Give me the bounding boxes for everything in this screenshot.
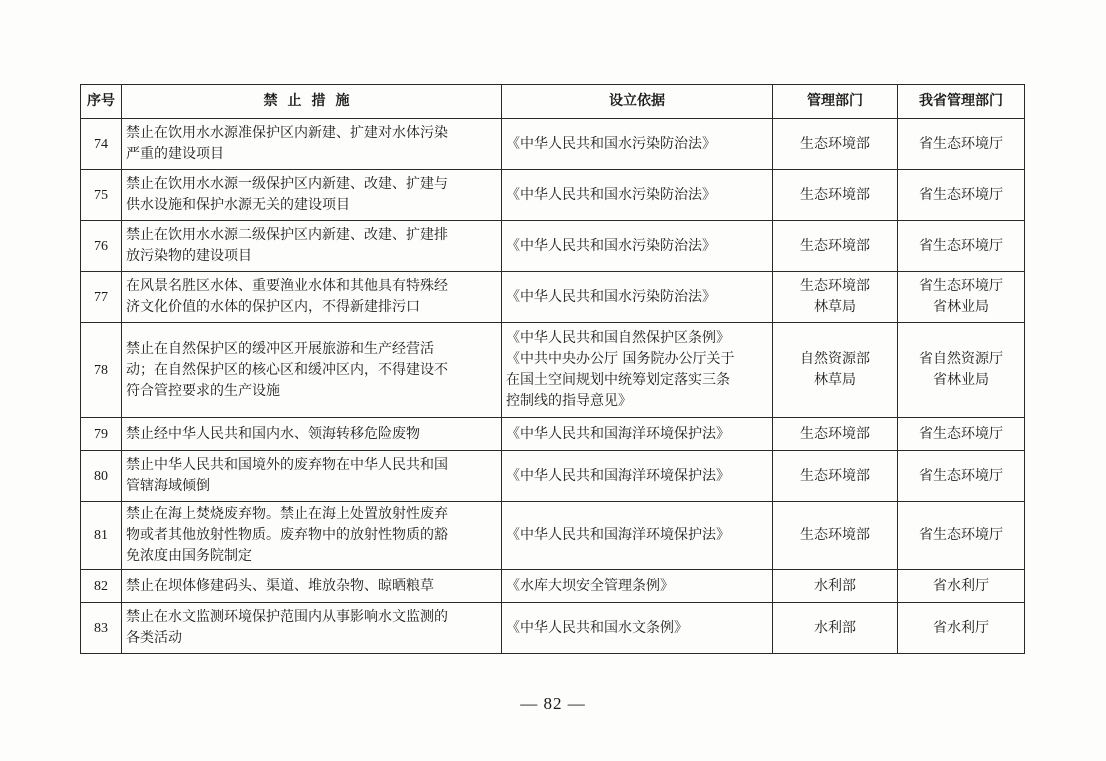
dept-cell xyxy=(773,570,898,603)
basis-line: 《中共中央办公厅 国务院办公厅关于 xyxy=(506,351,735,367)
dept-line: 生态环境部 xyxy=(800,186,870,203)
basis-cell xyxy=(502,119,773,170)
measure-cell xyxy=(122,570,502,603)
basis-line: 《中华人民共和国水污染防治法》 xyxy=(506,237,716,254)
basis-cell xyxy=(502,570,773,603)
table-row xyxy=(81,119,1025,170)
basis-line: 《水库大坝安全管理条例》 xyxy=(506,577,674,594)
measure-line: 禁止经中华人民共和国内水、领海转移危险废物 xyxy=(126,425,420,442)
measure-line: 各类活动 xyxy=(126,630,182,646)
basis-cell xyxy=(502,603,773,654)
table-row xyxy=(81,272,1025,323)
header-measure: 禁止措施 xyxy=(122,85,502,119)
prov-dept-cell xyxy=(898,323,1025,418)
prov-dept-line: 省林业局 xyxy=(933,299,989,315)
header-dept: 管理部门 xyxy=(773,85,898,119)
dept-line: 水利部 xyxy=(814,619,856,636)
table-header-row xyxy=(81,85,1025,119)
row-number: 77 xyxy=(81,272,122,323)
table-row xyxy=(81,603,1025,654)
dept-cell xyxy=(773,221,898,272)
basis-cell xyxy=(502,451,773,502)
measure-line: 禁止在坝体修建码头、渠道、堆放杂物、晾晒粮草 xyxy=(126,577,434,594)
prov-dept-cell xyxy=(898,221,1025,272)
basis-line: 在国土空间规划中统筹划定落实三条 xyxy=(506,372,730,388)
table-row xyxy=(81,502,1025,570)
dept-line: 林草局 xyxy=(814,372,856,388)
prov-dept-line: 省生态环境厅 xyxy=(919,467,1003,484)
basis-line: 《中华人民共和国海洋环境保护法》 xyxy=(506,425,730,442)
row-number: 76 xyxy=(81,221,122,272)
row-number: 82 xyxy=(81,570,122,603)
table-row xyxy=(81,451,1025,502)
measure-cell xyxy=(122,323,502,418)
dept-line: 生态环境部 xyxy=(800,527,870,543)
dept-line: 生态环境部 xyxy=(800,135,870,152)
measure-line: 严重的建设项目 xyxy=(126,146,224,162)
measure-cell xyxy=(122,603,502,654)
prov-dept-line: 省林业局 xyxy=(933,372,989,388)
table-row xyxy=(81,570,1025,603)
dept-cell xyxy=(773,603,898,654)
table-row xyxy=(81,170,1025,221)
prov-dept-cell xyxy=(898,570,1025,603)
dept-cell xyxy=(773,272,898,323)
measure-line: 禁止在海上焚烧废弃物。禁止在海上处置放射性废弃 xyxy=(126,506,448,522)
measure-line: 禁止中华人民共和国境外的废弃物在中华人民共和国 xyxy=(126,457,448,473)
measure-line: 管辖海域倾倒 xyxy=(126,478,210,494)
prov-dept-cell xyxy=(898,418,1025,451)
measure-cell xyxy=(122,170,502,221)
table-row xyxy=(81,323,1025,418)
measure-line: 在风景名胜区水体、重要渔业水体和其他具有特殊经 xyxy=(126,278,448,294)
measure-line: 济文化价值的水体的保护区内，不得新建排污口 xyxy=(126,299,420,315)
measure-cell xyxy=(122,272,502,323)
measure-cell xyxy=(122,221,502,272)
measure-cell xyxy=(122,502,502,570)
basis-line: 控制线的指导意见》 xyxy=(506,393,632,409)
measure-line: 禁止在饮用水水源准保护区内新建、扩建对水体污染 xyxy=(126,125,448,141)
measure-line: 禁止在自然保护区的缓冲区开展旅游和生产经营活 xyxy=(126,340,434,357)
dept-cell xyxy=(773,502,898,570)
basis-line: 《中华人民共和国水文条例》 xyxy=(506,619,688,636)
measure-line: 符合管控要求的生产设施 xyxy=(126,382,280,399)
header-prov-dept: 我省管理部门 xyxy=(898,85,1025,119)
basis-cell xyxy=(502,323,773,418)
prov-dept-line: 省生态环境厅 xyxy=(919,135,1003,152)
prov-dept-cell xyxy=(898,451,1025,502)
basis-line: 《中华人民共和国水污染防治法》 xyxy=(506,135,716,152)
basis-cell xyxy=(502,221,773,272)
prov-dept-cell xyxy=(898,272,1025,323)
measure-line: 免浓度由国务院制定 xyxy=(126,548,252,564)
prov-dept-line: 省水利厅 xyxy=(933,577,989,594)
header-basis: 设立依据 xyxy=(502,85,773,119)
basis-line: 《中华人民共和国自然保护区条例》 xyxy=(506,330,730,346)
measure-line: 禁止在饮用水水源二级保护区内新建、改建、扩建排 xyxy=(126,227,448,243)
basis-cell xyxy=(502,272,773,323)
measure-line: 物或者其他放射性物质。废弃物中的放射性物质的豁 xyxy=(126,527,448,543)
row-number: 81 xyxy=(81,502,122,570)
measure-line: 供水设施和保护水源无关的建设项目 xyxy=(126,197,350,213)
prov-dept-line: 省生态环境厅 xyxy=(919,186,1003,203)
measure-cell xyxy=(122,418,502,451)
prov-dept-line: 省自然资源厅 xyxy=(919,351,1003,367)
dept-line: 生态环境部 xyxy=(800,467,870,484)
basis-cell xyxy=(502,170,773,221)
table-body xyxy=(81,119,1025,654)
basis-cell xyxy=(502,502,773,570)
basis-line: 《中华人民共和国水污染防治法》 xyxy=(506,186,716,203)
prov-dept-line: 省生态环境厅 xyxy=(919,237,1003,254)
row-number: 75 xyxy=(81,170,122,221)
row-number: 80 xyxy=(81,451,122,502)
dept-cell xyxy=(773,418,898,451)
row-number: 74 xyxy=(81,119,122,170)
dept-cell xyxy=(773,451,898,502)
dept-cell xyxy=(773,170,898,221)
dept-line: 生态环境部 xyxy=(800,237,870,254)
measure-cell xyxy=(122,119,502,170)
table-row xyxy=(81,221,1025,272)
prov-dept-line: 省生态环境厅 xyxy=(919,278,1003,294)
measure-line: 禁止在水文监测环境保护范围内从事影响水文监测的 xyxy=(126,609,448,625)
measure-line: 动；在自然保护区的核心区和缓冲区内，不得建设不 xyxy=(126,361,448,378)
dept-line: 生态环境部 xyxy=(800,278,870,294)
row-number: 83 xyxy=(81,603,122,654)
dept-cell xyxy=(773,119,898,170)
dept-line: 自然资源部 xyxy=(800,351,870,367)
prov-dept-cell xyxy=(898,119,1025,170)
prohibition-measures-table xyxy=(80,84,1025,654)
measure-line: 放污染物的建设项目 xyxy=(126,248,252,264)
prov-dept-cell xyxy=(898,170,1025,221)
measure-line: 禁止在饮用水水源一级保护区内新建、改建、扩建与 xyxy=(126,176,448,192)
basis-line: 《中华人民共和国海洋环境保护法》 xyxy=(506,467,730,484)
header-no: 序号 xyxy=(81,85,122,119)
page-number: — 82 — xyxy=(520,694,586,713)
prov-dept-cell xyxy=(898,603,1025,654)
prov-dept-line: 省生态环境厅 xyxy=(919,425,1003,442)
basis-line: 《中华人民共和国水污染防治法》 xyxy=(506,288,716,305)
prov-dept-cell xyxy=(898,502,1025,570)
dept-line: 生态环境部 xyxy=(800,425,870,442)
dept-line: 林草局 xyxy=(814,299,856,315)
prov-dept-line: 省水利厅 xyxy=(933,619,989,636)
table-row xyxy=(81,418,1025,451)
dept-line: 水利部 xyxy=(814,577,856,594)
basis-cell xyxy=(502,418,773,451)
measure-cell xyxy=(122,451,502,502)
basis-line: 《中华人民共和国海洋环境保护法》 xyxy=(506,527,730,543)
prov-dept-line: 省生态环境厅 xyxy=(919,527,1003,543)
row-number: 79 xyxy=(81,418,122,451)
row-number: 78 xyxy=(81,323,122,418)
dept-cell xyxy=(773,323,898,418)
